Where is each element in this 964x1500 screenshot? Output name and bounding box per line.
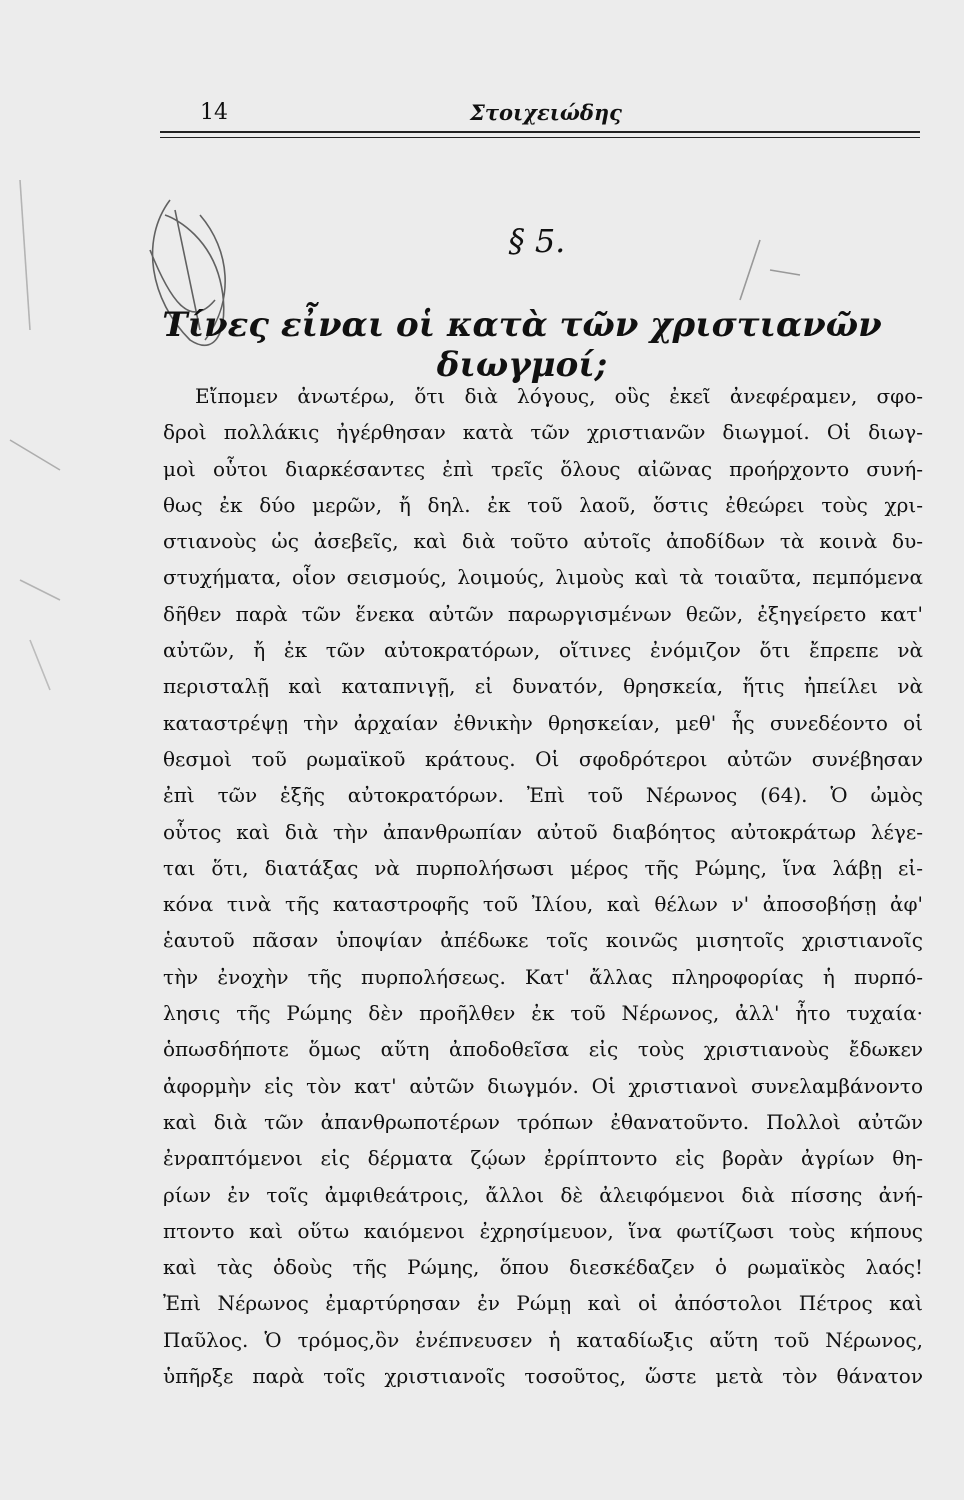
text-line: καὶ τὰς ὁδοὺς τῆς Ρώμης, ὅπου διεσκέδαζεν ὁ ρωμαϊκὸς λαός! [163,1255,923,1280]
text-line: αὐτῶν, ἤ ἐκ τῶν αὐτοκρατόρων, οἵτινες ἐνόμιζον ὅτι ἔπρεπε νὰ [163,638,923,663]
text-line: καὶ διὰ τῶν ἀπανθρωποτέρων τρόπων ἐθανατοῦντο. Πολλοὶ αὐτῶν [163,1109,923,1134]
text-line: δῆθεν παρὰ τῶν ἕνεκα αὐτῶν παρωργισμένων θεῶν, ἐξηγείρετο κατ' [163,601,923,626]
text-line: κόνα τινὰ τῆς καταστροφῆς τοῦ Ἰλίου, καὶ θέλων ν' ἀποσοβήσῃ ἀφ' [163,892,923,917]
section-title: Τίνες εἶναι οἱ κατὰ τῶν χριστιανῶν διωγμοί; [162,305,882,385]
text-line: καταστρέψῃ τὴν ἀρχαίαν ἐθνικὴν θρησκείαν, μεθ' ἧς συνεδέοντο οἱ [163,710,923,735]
text-line: δροὶ πολλάκις ἠγέρθησαν κατὰ τῶν χριστιανῶν διωγμοί. Οἱ διωγ- [163,420,923,445]
text-line: ὑπῆρξε παρὰ τοῖς χριστιανοῖς τοσοῦτος, ὥστε μετὰ τὸν θάνατον [163,1364,923,1389]
text-line: ται ὅτι, διατάξας νὰ πυρπολήσωσι μέρος τῆς Ρώμης, ἵνα λάβῃ εἰ- [163,855,923,880]
text-line: Ἐπὶ Νέρωνος ἐμαρτύρησαν ἐν Ρώμῃ καὶ οἱ ἀπόστολοι Πέτρος καὶ [163,1291,923,1316]
text-line: ἑαυτοῦ πᾶσαν ὑποψίαν ἀπέδωκε τοῖς κοινῶς μισητοῖς χριστιανοῖς [163,928,923,953]
page-header [160,100,920,134]
text-line: οὗτος καὶ διὰ τὴν ἀπανθρωπίαν αὐτοῦ διαβόητος αὐτοκράτωρ λέγε- [163,819,923,844]
text-line: ἐνραπτόμενοι εἰς δέρματα ζῴων ἐρρίπτοντο εἰς βορὰν ἀγρίων θη- [163,1146,923,1171]
body-text [163,378,923,1394]
text-line: περισταλῇ καὶ καταπνιγῇ, εἰ δυνατόν, θρησκεία, ἥτις ἠπείλει νὰ [163,674,923,699]
text-line: μοὶ οὗτοι διαρκέσαντες ἐπὶ τρεῖς ὅλους αἰῶνας προήρχοντο συνή- [163,456,923,481]
running-head: Στοιχειώδης [470,100,622,125]
text-line: τὴν ἐνοχὴν τῆς πυρπολήσεως. Κατ' ἄλλας πληροφορίας ἡ πυρπό- [163,964,923,989]
text-line: λησις τῆς Ρώμης δὲν προῆλθεν ἐκ τοῦ Νέρωνος, ἀλλ' ἦτο τυχαία· [163,1001,923,1026]
header-rule [160,131,920,133]
page-number: 14 [200,100,228,125]
text-line: πτοντο καὶ οὕτω καιόμενοι ἐχρησίμευον, ἵνα φωτίζωσι τοὺς κήπους [163,1218,923,1243]
text-line: ἐπὶ τῶν ἑξῆς αὐτοκρατόρων. Ἐπὶ τοῦ Νέρωνος (64). Ὁ ὠμὸς [163,783,923,808]
text-line: Εἴπομεν ἀνωτέρω, ὅτι διὰ λόγους, οὓς ἐκεῖ ἀνεφέραμεν, σφο- [195,384,923,408]
text-line: ἀφορμὴν εἰς τὸν κατ' αὐτῶν διωγμόν. Οἱ χριστιανοὶ συνελαμβάνοντο [163,1073,923,1098]
text-line: Παῦλος. Ὁ τρόμος,ὂν ἐνέπνευσεν ἡ καταδίωξις αὕτη τοῦ Νέρωνος, [163,1327,923,1352]
text-line: στυχήματα, οἷον σεισμούς, λοιμούς, λιμοὺς καὶ τὰ τοιαῦτα, πεμπόμενα [163,565,923,590]
header-rule-thin [160,137,920,138]
text-line: ρίων ἐν τοῖς ἀμφιθεάτροις, ἄλλοι δὲ ἀλειφόμενοι διὰ πίσσης ἀνή- [163,1182,923,1207]
text-line: στιανοὺς ὡς ἀσεβεῖς, καὶ διὰ τοῦτο αὐτοῖς ἀποδίδων τὰ κοινὰ δυ- [163,529,923,554]
text-line: θως ἐκ δύο μερῶν, ἤ δηλ. ἐκ τοῦ λαοῦ, ὅστις ἐθεώρει τοὺς χρι- [163,492,923,517]
text-line: θεσμοὶ τοῦ ρωμαϊκοῦ κράτους. Οἱ σφοδρότεροι αὐτῶν συνέβησαν [163,746,923,771]
text-line: ὁπωσδήποτε ὅμως αὕτη ἀποδοθεῖσα εἰς τοὺς χριστιανοὺς ἔδωκεν [163,1037,923,1062]
section-number: § 5. [508,222,566,260]
